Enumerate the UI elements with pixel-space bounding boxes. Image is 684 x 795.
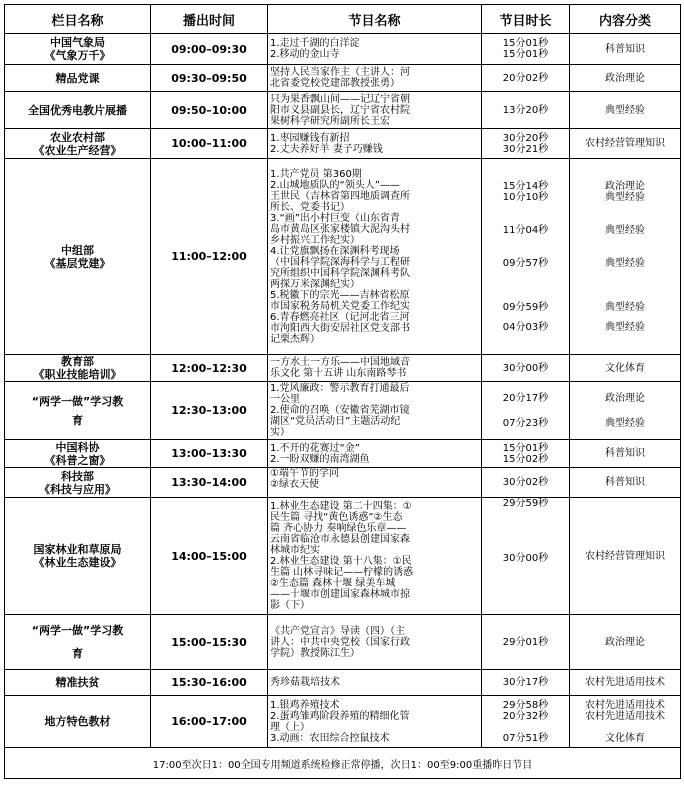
column-name-cell: 科技部 《科技与应用》	[5, 468, 151, 498]
column-name-cell: “两学一做”学习教 育	[5, 382, 151, 440]
category-cell: 科普知识	[570, 468, 681, 498]
category-cell: 农村经营管理知识	[570, 498, 681, 615]
column-name-cell: 中国科协 《科普之窗》	[5, 440, 151, 468]
category-cell: 农村经营管理知识	[570, 129, 681, 159]
program-cell: 1.党风廉政：警示教育打通最后 一公里 2.使命的召唤（安徽省芜湖市镜 湖区“党员活动日”主题活动纪 实）	[268, 382, 482, 440]
air-time-cell: 10:00–11:00	[151, 129, 268, 159]
program-cell: ①端午节的学问 ②绿衣天使	[268, 468, 482, 498]
program-cell: 1.枣园赚钱有新招 2.丈夫养好羊 妻子巧赚钱	[268, 129, 482, 159]
footer-row	[5, 748, 681, 779]
category-cell: 政治理论	[570, 615, 681, 670]
category-cell: 文化体育	[570, 355, 681, 382]
table-row	[5, 670, 681, 696]
category-cell: 农村先进适用技术 农村先进适用技术 文化体育	[570, 696, 681, 748]
column-name-cell: 精准扶贫	[5, 670, 151, 696]
header-row	[5, 5, 681, 34]
table-row	[5, 498, 681, 615]
category-cell: 政治理论 典型经验	[570, 382, 681, 440]
footer-note: 17:00至次日1：00全国专用频道系统检修正常停播，次日1：00至9:00重播昨日节目	[5, 748, 681, 779]
air-time-cell: 14:00–15:00	[151, 498, 268, 615]
program-cell: 一方水土一方乐——中国地域音 乐文化 第十五讲 山东南路琴书	[268, 355, 482, 382]
duration-cell: 29分01秒	[482, 615, 570, 670]
duration-cell: 30分17秒	[482, 670, 570, 696]
column-name-cell: 地方特色教材	[5, 696, 151, 748]
duration-cell: 30分00秒	[482, 355, 570, 382]
air-time-cell: 12:00–12:30	[151, 355, 268, 382]
air-time-cell: 15:00–15:30	[151, 615, 268, 670]
duration-cell: 29分59秒 30分00秒	[482, 498, 570, 615]
duration-cell: 30分20秒 30分21秒	[482, 129, 570, 159]
program-cell: 1.共产党员 第360期 2.山城地质队的“领头人”—— 王世民（吉林省第四地质调查所 所长、党委书记） 3.“画”出小村巨变（山东省青 岛市黄岛区张家楼镇大泥沟头村 乡村振兴工作纪实） 4.让党旗飘扬在深渊科考现场 （中国科学院深海科学与工程研 究所组织中国科学院深渊科考队 两探万米深渊纪实） 5.税徽下的宗光——吉林省松原 市国家税务局机关党委工作纪实 6.青春燃亮社区（记河北省三河 市泃阳西大街安居社区党支部书 记栗杰辉）	[268, 159, 482, 355]
column-name-cell: 中组部 《基层党建》	[5, 159, 151, 355]
header-category: 内容分类	[570, 5, 681, 34]
table-row	[5, 468, 681, 498]
program-cell: 1.林业生态建设 第二十四集：① 民生篇 寻找“黄色诱惑”②生态 篇 齐心协力 奏响绿色乐章—— 云南省临沧市永德县创建国家森 林城市纪实 2.林业生态建设 第十八集：①民 生篇 山林寻味记——柠檬的诱惑 ②生态篇 森林十堰 绿美车城 ——十堰市创建国家森林城市掠 影（下）	[268, 498, 482, 615]
table-row	[5, 159, 681, 355]
duration-cell: 13分20秒	[482, 92, 570, 129]
table-row	[5, 34, 681, 65]
column-name-cell: 精品党课	[5, 65, 151, 92]
air-time-cell: 16:00–17:00	[151, 696, 268, 748]
column-name-cell: “两学一做”学习教 育	[5, 615, 151, 670]
duration-cell: 15分01秒 15分02秒	[482, 440, 570, 468]
table-row	[5, 129, 681, 159]
air-time-cell: 13:30–14:00	[151, 468, 268, 498]
category-cell: 典型经验	[570, 92, 681, 129]
column-name-cell: 全国优秀电教片展播	[5, 92, 151, 129]
duration-cell: 20分17秒 07分23秒	[482, 382, 570, 440]
air-time-cell: 09:50–10:00	[151, 92, 268, 129]
duration-cell: 30分02秒	[482, 468, 570, 498]
program-cell: 1.不开的花赛过“金” 2.一盼双赚的南湾湖鱼	[268, 440, 482, 468]
program-cell: 1.银鸡养殖技术 2.蛋鸡雏鸡阶段养殖的精细化管 理（上） 3.动画：农田综合控鼠技术	[268, 696, 482, 748]
category-cell: 政治理论	[570, 65, 681, 92]
program-cell: 秀珍菇栽培技术	[268, 670, 482, 696]
duration-cell: 29分58秒 20分32秒 07分51秒	[482, 696, 570, 748]
air-time-cell: 09:30–09:50	[151, 65, 268, 92]
column-name-cell: 教育部 《职业技能培训》	[5, 355, 151, 382]
schedule-table	[4, 4, 681, 779]
air-time-cell: 15:30–16:00	[151, 670, 268, 696]
program-cell: 只为果香飘山间——记辽宁省朝 阳市义县副县长，辽宁省农村院 果树科学研究所副所长王宏	[268, 92, 482, 129]
air-time-cell: 11:00–12:00	[151, 159, 268, 355]
header-program-name: 节目名称	[268, 5, 482, 34]
air-time-cell: 13:00–13:30	[151, 440, 268, 468]
category-cell: 科普知识	[570, 34, 681, 65]
column-name-cell: 国家林业和草原局 《林业生态建设》	[5, 498, 151, 615]
column-name-cell: 中国气象局 《气象万千》	[5, 34, 151, 65]
header-air-time: 播出时间	[151, 5, 268, 34]
table-row	[5, 65, 681, 92]
column-name-cell: 农业农村部 《农业生产经营》	[5, 129, 151, 159]
table-row	[5, 382, 681, 440]
program-cell: 坚持人民当家作主（主讲人：河 北省委党校党建部教授张勇）	[268, 65, 482, 92]
air-time-cell: 09:00–09:30	[151, 34, 268, 65]
program-cell: 《共产党宣言》导读（四）（主 讲人：中共中央党校（国家行政 学院）教授陈江生）	[268, 615, 482, 670]
duration-cell: 15分14秒 10分10秒 11分04秒 09分57秒 09分59秒 04分03秒	[482, 159, 570, 355]
program-cell: 1.走过千湖的白洋淀 2.移动的金山寺	[268, 34, 482, 65]
table-row	[5, 440, 681, 468]
air-time-cell: 12:30–13:00	[151, 382, 268, 440]
header-duration: 节目时长	[482, 5, 570, 34]
header-column-name: 栏目名称	[5, 5, 151, 34]
table-row	[5, 92, 681, 129]
category-cell: 科普知识	[570, 440, 681, 468]
table-row	[5, 615, 681, 670]
duration-cell: 15分01秒 15分01秒	[482, 34, 570, 65]
table-row	[5, 696, 681, 748]
table-row	[5, 355, 681, 382]
category-cell: 政治理论 典型经验 典型经验 典型经验 典型经验 典型经验	[570, 159, 681, 355]
category-cell: 农村先进适用技术	[570, 670, 681, 696]
duration-cell: 20分02秒	[482, 65, 570, 92]
